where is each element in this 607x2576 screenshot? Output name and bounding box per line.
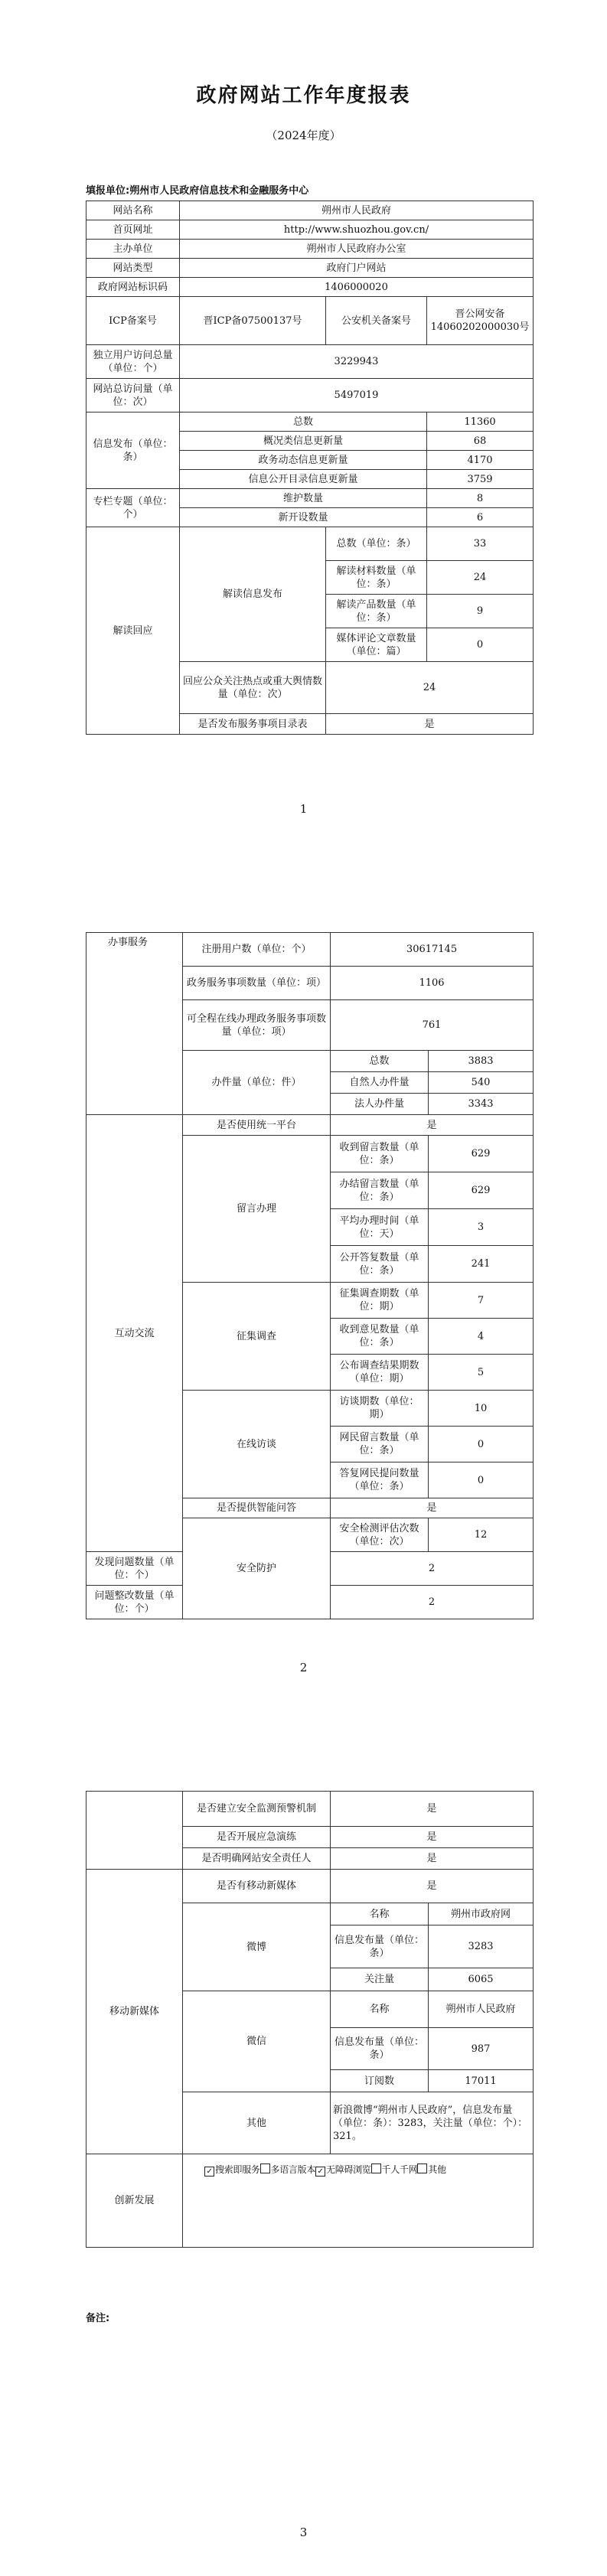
label-smart: 是否提供智能问答 [183, 1498, 331, 1518]
value-info-total: 11360 [427, 412, 534, 432]
label-info-news: 政务动态信息更新量 [180, 451, 427, 470]
label-uv: 独立用户访问总量（单位：个） [86, 345, 180, 379]
innovation-option-3[interactable]: 千人千网 [371, 2164, 418, 2175]
value-mobile-has: 是 [331, 1870, 534, 1903]
label-interview-a: 答复网民提问数量（单位：条） [331, 1462, 429, 1498]
value-platform: 是 [331, 1115, 534, 1136]
innovation-options [183, 2154, 534, 2248]
label-innovation: 创新发展 [86, 2154, 183, 2248]
label-interpret-sub: 解读信息发布 [180, 527, 326, 662]
label-service-users: 注册用户数（单位：个） [183, 933, 331, 967]
label-cases-person: 自然人办件量 [331, 1072, 429, 1094]
label-interpret-material: 解读材料数量（单位：条） [326, 561, 427, 595]
report-table-page-2 [86, 932, 534, 1619]
label-sec-fixed: 问题整改数量（单位：个） [86, 1586, 183, 1619]
value-info-news: 4170 [427, 451, 534, 470]
value-psb: 晋公网安备14060202000030号 [427, 297, 534, 345]
value-cases-legal: 3343 [429, 1094, 534, 1115]
label-wechat-name: 名称 [331, 1991, 429, 2028]
value-survey-result: 5 [429, 1355, 534, 1391]
label-wechat-sub: 订阅数 [331, 2070, 429, 2092]
value-interpret-material: 24 [427, 561, 534, 595]
label-code: 政府网站标识码 [86, 278, 180, 297]
label-service-online: 可全程在线办理政务服务事项数量（单位：项） [183, 1000, 331, 1051]
label-interview-q: 网民留言数量（单位：条） [331, 1427, 429, 1462]
report-table-page-1 [86, 201, 534, 735]
filler-unit: 填报单位:朔州市人民政府信息技术和金融服务中心 [86, 185, 309, 197]
checkbox-icon[interactable] [417, 2164, 427, 2173]
security-continued-cell [86, 1792, 183, 1870]
label-weibo-name: 名称 [331, 1903, 429, 1925]
value-cases-person: 540 [429, 1072, 534, 1094]
label-site-name: 网站名称 [86, 201, 180, 220]
value-interpret-catalog: 是 [326, 714, 534, 735]
value-wechat-posts: 987 [429, 2028, 534, 2070]
value-type: 政府门户网站 [180, 259, 534, 278]
label-pv: 网站总访问量（单位：次） [86, 379, 180, 412]
label-icp: ICP备案号 [86, 297, 180, 345]
innovation-option-4[interactable]: 其他 [417, 2164, 445, 2175]
value-weibo-posts: 3283 [429, 1925, 534, 1968]
label-special: 专栏专题（单位：个） [86, 489, 180, 527]
value-special-maintain: 8 [427, 489, 534, 508]
label-cases-total: 总数 [331, 1051, 429, 1072]
label-service-items: 政务服务事项数量（单位：项） [183, 967, 331, 1000]
label-security: 安全防护 [183, 1518, 331, 1619]
label-survey-count: 征集调查期数（单位：期） [331, 1283, 429, 1319]
label-survey: 征集调查 [183, 1283, 331, 1391]
checkbox-icon[interactable] [260, 2164, 270, 2173]
value-sec-eval: 12 [429, 1518, 534, 1552]
value-pv: 5497019 [180, 379, 534, 412]
label-home: 首页网址 [86, 220, 180, 240]
value-service-users: 30617145 [331, 933, 534, 967]
value-interview-count: 10 [429, 1391, 534, 1427]
innovation-option-2[interactable]: ✓ 无障碍浏览 [315, 2164, 371, 2175]
label-sec-eval: 安全检测评估次数（单位：次） [331, 1518, 429, 1552]
label-interview: 在线访谈 [183, 1391, 331, 1498]
value-survey-opinion: 4 [429, 1319, 534, 1355]
label-special-new: 新开设数量 [180, 508, 427, 527]
label-weibo-posts: 信息发布量（单位：条） [331, 1925, 429, 1968]
report-year: （2024年度） [266, 129, 341, 142]
label-interpret: 解读回应 [86, 527, 180, 735]
value-special-new: 6 [427, 508, 534, 527]
label-org: 主办单位 [86, 240, 180, 259]
value-cases-total: 3883 [429, 1051, 534, 1072]
label-interpret-catalog: 是否发布服务事项目录表 [180, 714, 326, 735]
value-survey-count: 7 [429, 1283, 534, 1319]
value-code: 1406000020 [180, 278, 534, 297]
label-wechat-posts: 信息发布量（单位：条） [331, 2028, 429, 2070]
value-sec-found: 2 [331, 1552, 534, 1586]
value-smart: 是 [331, 1498, 534, 1518]
label-special-maintain: 维护数量 [180, 489, 427, 508]
value-wechat-name: 朔州市人民政府 [429, 1991, 534, 2028]
label-interpret-total: 总数（单位：条） [326, 527, 427, 561]
label-type: 网站类型 [86, 259, 180, 278]
label-service-cases: 办件量（单位：件） [183, 1051, 331, 1115]
value-msg-public: 241 [429, 1246, 534, 1283]
innovation-option-1[interactable]: 多语言版本 [260, 2164, 316, 2175]
value-wechat-sub: 17011 [429, 2070, 534, 2092]
value-uv: 3229943 [180, 345, 534, 379]
value-sec-drill: 是 [331, 1827, 534, 1848]
value-org: 朔州市人民政府办公室 [180, 240, 534, 259]
label-weibo-follow: 关注量 [331, 1968, 429, 1991]
value-msg-time: 3 [429, 1209, 534, 1246]
value-msg-done: 629 [429, 1172, 534, 1209]
value-site-name: 朔州市人民政府 [180, 201, 534, 220]
label-platform: 是否使用统一平台 [183, 1115, 331, 1136]
label-msg: 留言办理 [183, 1136, 331, 1283]
value-msg-recv: 629 [429, 1136, 534, 1172]
remarks: 备注: [86, 2313, 110, 2324]
checkbox-icon[interactable]: ✓ [204, 2167, 214, 2177]
label-survey-result: 公布调查结果期数（单位：期） [331, 1355, 429, 1391]
label-interpret-respond: 回应公众关注热点或重大舆情数量（单位：次） [180, 662, 326, 714]
label-info-overview: 概况类信息更新量 [180, 432, 427, 451]
label-info-catalog: 信息公开目录信息更新量 [180, 470, 427, 489]
value-sec-fixed: 2 [331, 1586, 534, 1619]
page-number-2: 2 [299, 1661, 308, 1674]
label-interact: 互动交流 [86, 1115, 183, 1552]
value-info-catalog: 3759 [427, 470, 534, 489]
value-icp: 晋ICP备07500137号 [180, 297, 326, 345]
label-sec-resp: 是否明确网站安全责任人 [183, 1848, 331, 1870]
label-sec-warn: 是否建立安全监测预警机制 [183, 1792, 331, 1827]
label-wechat: 微信 [183, 1991, 331, 2092]
value-weibo-name: 朔州市政府网 [429, 1903, 534, 1925]
label-sec-found: 发现问题数量（单位：个） [86, 1552, 183, 1586]
label-sec-drill: 是否开展应急演练 [183, 1827, 331, 1848]
label-msg-done: 办结留言数量（单位：条） [331, 1172, 429, 1209]
label-service: 办事服务 [86, 933, 183, 1115]
value-interpret-product: 9 [427, 595, 534, 628]
label-interpret-media: 媒体评论文章数量（单位：篇） [326, 628, 427, 662]
page-number-3: 3 [299, 2525, 308, 2539]
value-interview-q: 0 [429, 1427, 534, 1462]
page-title: 政府网站工作年度报表 [196, 84, 411, 107]
report-table-page-3 [86, 1791, 534, 2248]
value-interpret-respond: 24 [326, 662, 534, 714]
value-service-online: 761 [331, 1000, 534, 1051]
value-interpret-total: 33 [427, 527, 534, 561]
value-service-items: 1106 [331, 967, 534, 1000]
value-mobile-other: 新浪微博“朔州市人民政府”，信息发布量（单位：条）：3283，关注量（单位：个）：321。 [331, 2092, 534, 2154]
value-interpret-media: 0 [427, 628, 534, 662]
checkbox-icon[interactable] [371, 2164, 381, 2173]
value-sec-warn: 是 [331, 1792, 534, 1827]
value-home: http://www.shuozhou.gov.cn/ [180, 220, 534, 240]
value-interview-a: 0 [429, 1462, 534, 1498]
label-info-total: 总数 [180, 412, 427, 432]
label-cases-legal: 法人办件量 [331, 1094, 429, 1115]
label-msg-public: 公开答复数量（单位：条） [331, 1246, 429, 1283]
label-interpret-product: 解读产品数量（单位：条） [326, 595, 427, 628]
label-mobile-other: 其他 [183, 2092, 331, 2154]
label-mobile: 移动新媒体 [86, 1870, 183, 2154]
label-survey-opinion: 收到意见数量（单位：条） [331, 1319, 429, 1355]
page-number-1: 1 [299, 802, 308, 816]
label-weibo: 微博 [183, 1903, 331, 1991]
label-interview-count: 访谈期数（单位：期） [331, 1391, 429, 1427]
label-msg-time: 平均办理时间（单位：天） [331, 1209, 429, 1246]
value-info-overview: 68 [427, 432, 534, 451]
checkbox-icon[interactable]: ✓ [315, 2167, 325, 2177]
value-sec-resp: 是 [331, 1848, 534, 1870]
label-psb: 公安机关备案号 [326, 297, 427, 345]
innovation-option-0[interactable]: ✓ 搜索即服务 [204, 2164, 260, 2175]
value-weibo-follow: 6065 [429, 1968, 534, 1991]
label-msg-recv: 收到留言数量（单位：条） [331, 1136, 429, 1172]
label-info: 信息发布（单位：条） [86, 412, 180, 489]
label-mobile-has: 是否有移动新媒体 [183, 1870, 331, 1903]
